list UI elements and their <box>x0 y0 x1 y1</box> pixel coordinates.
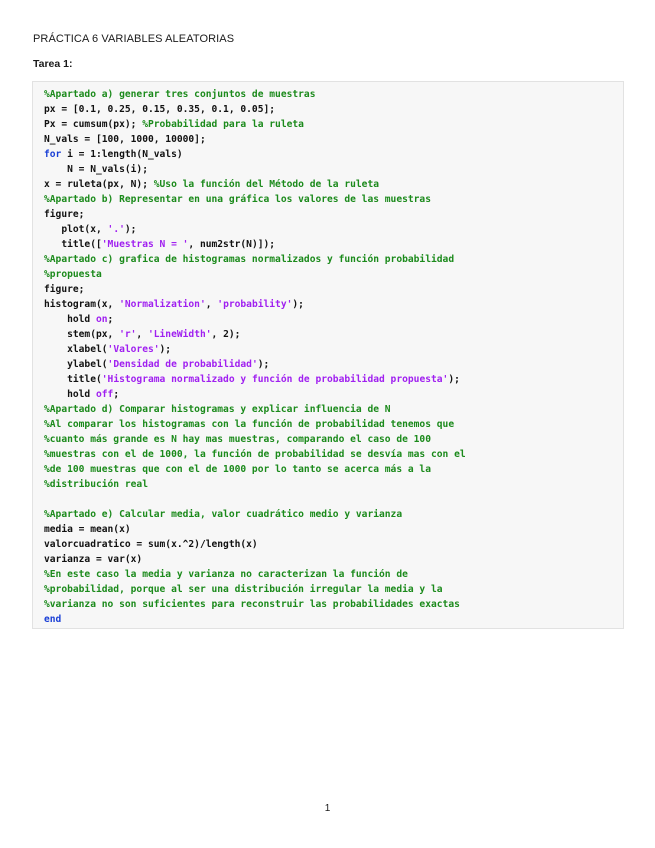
code-line <box>44 342 623 357</box>
code-token-plain: ; <box>113 389 120 400</box>
code-token-comment: %Apartado a) generar tres conjuntos de muestras <box>44 89 316 100</box>
code-line <box>44 522 623 537</box>
code-token-string: 'r' <box>119 329 137 340</box>
code-token-plain: , <box>136 329 148 340</box>
code-token-plain: , <box>205 299 218 310</box>
code-token-comment: %propuesta <box>44 269 102 280</box>
code-token-comment: %muestras con el de 1000, la función de probabilidad se desvía mas con el <box>44 449 466 460</box>
code-token-plain: ); <box>124 224 137 235</box>
code-token-plain: media = mean(x) <box>44 524 131 535</box>
code-token-plain: x = ruleta(px, N); <box>44 179 154 190</box>
code-token-plain: ); <box>257 359 270 370</box>
code-token-plain: ); <box>292 299 304 310</box>
code-token-comment: %distribución real <box>44 479 148 490</box>
code-token-comment: %Al comparar los histogramas con la función de probabilidad tenemos que <box>44 419 455 430</box>
code-token-plain: ylabel( <box>44 359 108 370</box>
code-token-comment: %Apartado b) Representar en una gráfica los valores de las muestras <box>44 194 431 205</box>
code-token-string: on <box>95 314 108 325</box>
code-line <box>44 237 623 252</box>
code-token-string: 'Valores' <box>107 344 160 355</box>
page-number: 1 <box>324 803 331 814</box>
code-token-comment: %Apartado c) grafica de histogramas normalizados y función probabilidad <box>44 254 455 265</box>
code-token-keyword: end <box>44 614 62 625</box>
code-line <box>44 207 623 222</box>
code-token-plain: , num2str(N)]); <box>188 239 276 250</box>
code-token-plain: N_vals = [100, 1000, 10000]; <box>44 134 206 145</box>
code-token-string: 'Densidad de probabilidad' <box>107 359 258 370</box>
code-line <box>44 117 623 132</box>
code-block <box>32 81 624 629</box>
code-line <box>44 102 623 117</box>
code-line <box>44 312 623 327</box>
code-token-plain: figure; <box>44 209 85 220</box>
page-title: PRÁCTICA 6 VARIABLES ALEATORIAS <box>33 33 235 45</box>
code-line <box>44 327 623 342</box>
code-token-plain: figure; <box>44 284 85 295</box>
code-line <box>44 567 623 582</box>
code-token-comment: %probabilidad, porque al ser una distribución irregular la media y la <box>44 584 443 595</box>
code-line <box>44 222 623 237</box>
code-token-plain: ); <box>159 344 172 355</box>
code-token-comment: %cuanto más grande es N hay mas muestras, comparando el caso de 100 <box>44 434 431 445</box>
code-line <box>44 267 623 282</box>
code-token-string: off <box>95 389 114 400</box>
code-token-plain: Px = cumsum(px); <box>44 119 143 130</box>
code-line <box>44 252 623 267</box>
code-token-plain: stem(px, <box>44 329 120 340</box>
code-line <box>44 192 623 207</box>
code-token-plain: hold <box>44 314 96 325</box>
code-line <box>44 417 623 432</box>
task-heading: Tarea 1: <box>33 58 73 70</box>
code-line <box>44 507 623 522</box>
code-token-plain: ); <box>448 374 460 385</box>
code-line <box>44 447 623 462</box>
code-token-plain: hold <box>44 389 96 400</box>
code-token-plain: i = 1:length(N_vals) <box>61 149 183 160</box>
code-token-string: '.' <box>107 224 125 235</box>
code-token-comment: %de 100 muestras que con el de 1000 por lo tanto se acerca más a la <box>44 464 431 475</box>
code-token-plain: xlabel( <box>44 344 108 355</box>
code-line <box>44 612 623 627</box>
code-line <box>44 147 623 162</box>
code-token-string: 'Histograma normalizado y función de probabilidad propuesta' <box>101 374 449 385</box>
code-token-comment: %Uso la función del Método de la ruleta <box>153 179 380 190</box>
code-line <box>44 357 623 372</box>
code-line <box>44 402 623 417</box>
code-line <box>44 582 623 597</box>
code-token-plain: N = N_vals(i); <box>44 164 148 175</box>
code-token-comment: %varianza no son suficientes para reconstruir las probabilidades exactas <box>44 599 460 610</box>
code-line <box>44 537 623 552</box>
code-token-string: 'probability' <box>217 299 293 310</box>
code-token-comment: %En este caso la media y varianza no caracterizan la función de <box>44 569 408 580</box>
code-token-comment: %Probabilidad para la ruleta <box>142 119 304 130</box>
code-line <box>44 462 623 477</box>
code-token-plain: histogram(x, <box>44 299 120 310</box>
code-token-plain: title([ <box>44 239 102 250</box>
code-line <box>44 597 623 612</box>
code-line <box>44 492 623 507</box>
code-token-string: 'LineWidth' <box>147 329 212 340</box>
code-token-plain: px = [0.1, 0.25, 0.15, 0.35, 0.1, 0.05]; <box>44 104 276 115</box>
code-token-comment: %Apartado d) Comparar histogramas y explicar influencia de N <box>44 404 391 415</box>
code-line <box>44 387 623 402</box>
code-token-plain: , 2); <box>211 329 241 340</box>
code-line <box>44 372 623 387</box>
code-line <box>44 162 623 177</box>
code-line <box>44 87 623 102</box>
code-line <box>44 282 623 297</box>
code-line <box>44 477 623 492</box>
code-line <box>44 552 623 567</box>
code-token-plain: ; <box>107 314 114 325</box>
code-line <box>44 432 623 447</box>
code-line <box>44 132 623 147</box>
code-token-string: 'Muestras N = ' <box>101 239 189 250</box>
code-line <box>44 177 623 192</box>
code-token-plain: valorcuadratico = sum(x.^2)/length(x) <box>44 539 258 550</box>
code-token-plain: plot(x, <box>44 224 108 235</box>
code-line <box>44 297 623 312</box>
code-token-plain: title( <box>44 374 102 385</box>
code-token-string: 'Normalization' <box>119 299 206 310</box>
code-token-comment: %Apartado e) Calcular media, valor cuadrático medio y varianza <box>44 509 403 520</box>
code-token-plain: varianza = var(x) <box>44 554 143 565</box>
code-token-keyword: for <box>44 149 62 160</box>
